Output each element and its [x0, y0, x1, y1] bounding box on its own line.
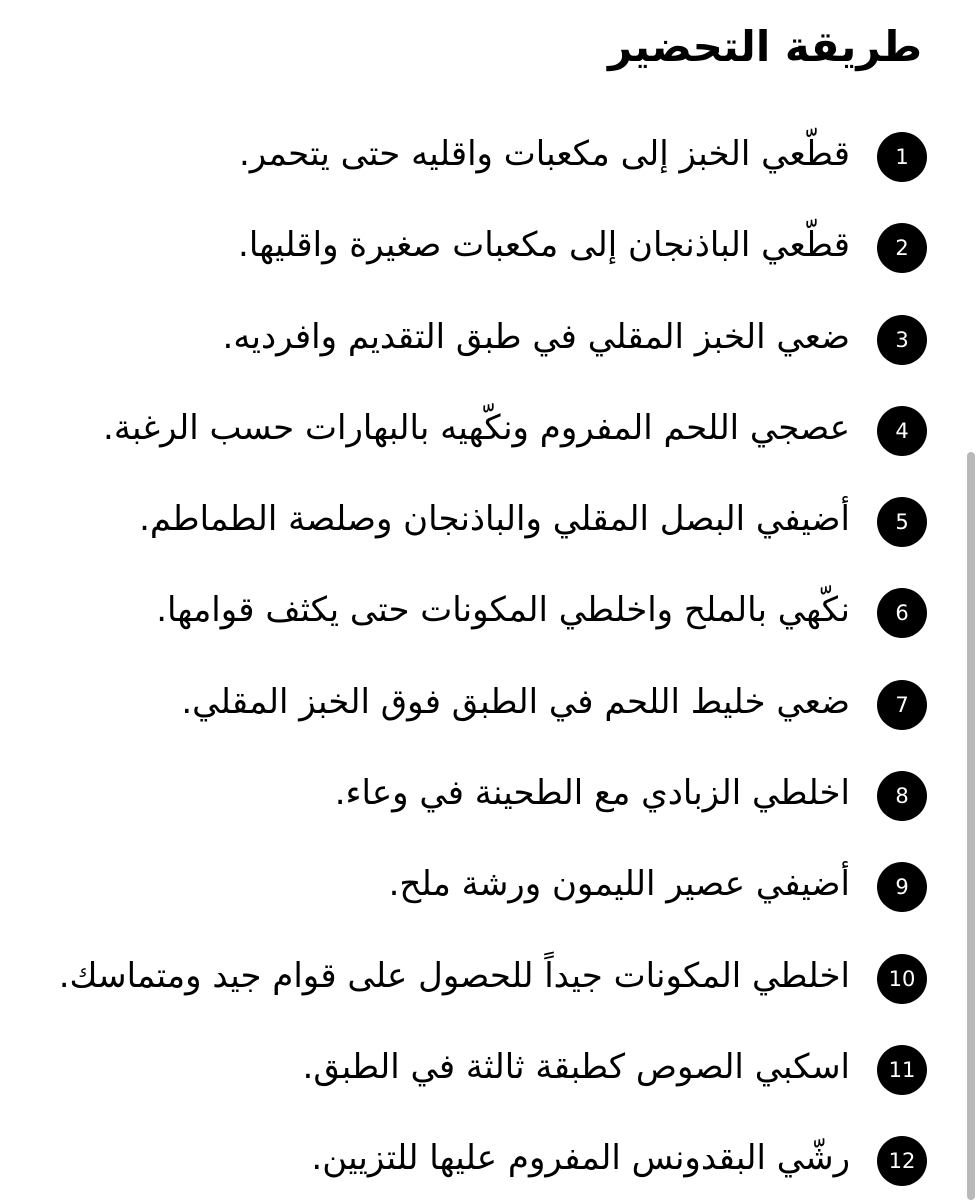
step-item [7, 930, 927, 1021]
step-item [7, 382, 927, 473]
step-text: أضيفي البصل المقلي والباذنجان وصلصة الطماطم. [139, 499, 850, 540]
step-item [7, 747, 927, 838]
step-text: قطّعي الباذنجان إلى مكعبات صغيرة واقليها. [238, 225, 850, 266]
step-number-badge: 6 [877, 588, 927, 638]
step-text: اخلطي الزبادي مع الطحينة في وعاء. [334, 773, 850, 814]
step-number-badge: 1 [877, 132, 927, 182]
step-text: ضعي الخبز المقلي في طبق التقديم وافرديه. [222, 316, 850, 357]
step-text: اسكبي الصوص كطبقة ثالثة في الطبق. [302, 1046, 850, 1087]
step-number-badge: 2 [877, 223, 927, 273]
step-number-badge: 9 [877, 862, 927, 912]
step-text: أضيفي عصير الليمون ورشة ملح. [388, 864, 850, 905]
step-text: ضعي خليط اللحم في الطبق فوق الخبز المقلي. [181, 681, 850, 722]
step-item [7, 108, 927, 199]
step-text: قطّعي الخبز إلى مكعبات واقليه حتى يتحمر. [238, 134, 850, 174]
step-item [7, 473, 927, 564]
step-item [7, 656, 927, 747]
step-number-badge: 10 [877, 954, 927, 1004]
step-item [7, 564, 927, 655]
step-text: اخلطي المكونات جيداً للحصول على قوام جيد ومتماسك. [58, 955, 850, 996]
step-text: عصجي اللحم المفروم ونكّهيه بالبهارات حسب الرغبة. [103, 407, 850, 448]
steps-list [7, 108, 927, 1204]
page-title: طريقة التحضير [607, 22, 922, 71]
step-number-badge: 12 [877, 1136, 927, 1186]
step-number-badge: 11 [877, 1045, 927, 1095]
step-text: رشّي البقدونس المفروم عليها للتزيين. [311, 1138, 850, 1179]
step-number-badge: 4 [877, 406, 927, 456]
step-number-badge: 3 [877, 315, 927, 365]
step-item [7, 838, 927, 929]
step-item [7, 1112, 927, 1203]
scrollbar-thumb[interactable] [967, 452, 975, 1200]
step-item [7, 291, 927, 382]
step-item [7, 1021, 927, 1112]
step-number-badge: 5 [877, 497, 927, 547]
step-text: نكّهي بالملح واخلطي المكونات حتى يكثف قوامها. [156, 590, 850, 631]
step-number-badge: 7 [877, 680, 927, 730]
step-item [7, 199, 927, 290]
step-number-badge: 8 [877, 771, 927, 821]
